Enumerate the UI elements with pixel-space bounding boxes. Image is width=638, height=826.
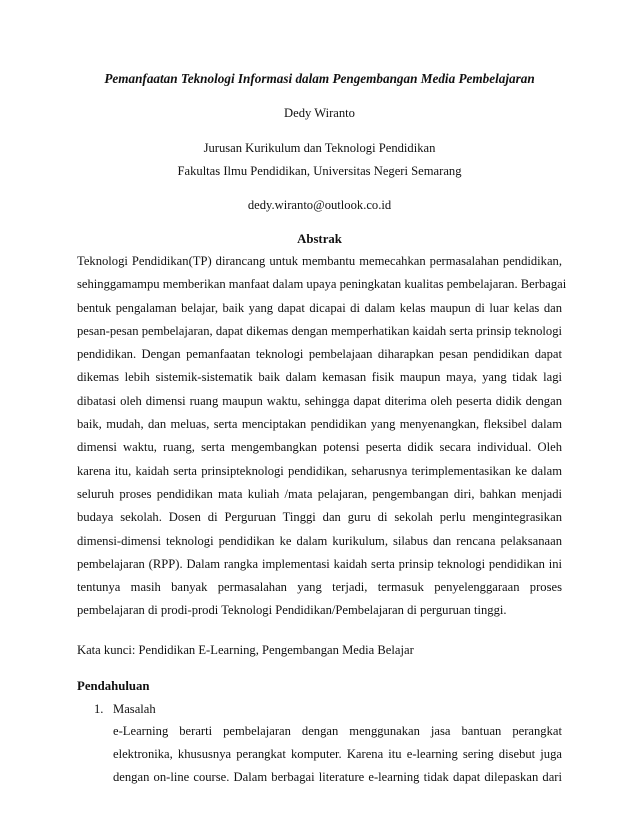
author-faculty: Fakultas Ilmu Pendidikan, Universitas Negeri Semarang bbox=[177, 164, 462, 178]
abstract-line: bentuk pengalaman belajar, baik yang dapat dicapai di dalam kelas maupun di luar kelas dan bbox=[77, 300, 562, 315]
abstract-line: dimensi-dimensi teknologi pendidikan ke dalam kurikulum, silabus dan rencana pelaksanaan bbox=[77, 533, 562, 548]
abstract-line: sehinggamampu memberikan manfaat dalam upaya peningkatan kualitas pembelajaran. Berbagai bbox=[77, 277, 567, 292]
abstract-line: pesan-pesan pembelajaran, dapat dikemas dengan memperhatikan kaidah serta prinsip teknologi bbox=[77, 323, 562, 338]
abstract-line: seluruh proses pendidikan mata kuliah /mata pelajaran, pengembangan diri, bahkan menjadi bbox=[77, 486, 562, 501]
body-line: dengan on-line course. Dalam berbagai literature e-learning tidak dapat dilepaskan dari bbox=[113, 770, 562, 785]
subsection-title: Masalah bbox=[113, 701, 156, 716]
body-line: e-Learning berarti pembelajaran dengan menggunakan jasa bantuan perangkat bbox=[113, 723, 562, 738]
abstract-line: tentunya masih banyak permasalahan yang terjadi, termasuk penyelenggaraan proses bbox=[77, 580, 562, 595]
abstract-line: dikemas lebih sistemik-sistematik baik dalam kemasan fisik maupun maya, yang tidak lagi bbox=[77, 370, 562, 385]
abstract-line: pembelajaran (RPP). Dalam rangka implementasi kaidah serta prinsip teknologi pendidikan ini bbox=[77, 556, 562, 571]
author-name: Dedy Wiranto bbox=[284, 106, 355, 120]
abstract-heading: Abstrak bbox=[297, 232, 342, 246]
abstract-line: dibatasi oleh dimensi ruang maupun waktu, sehingga dapat diterima oleh peserta didik dengan bbox=[77, 393, 562, 408]
section-heading-introduction: Pendahuluan bbox=[77, 678, 150, 693]
abstract-line: pembelajaran di prodi-prodi Teknologi Pendidikan/Pembelajaran di perguruan tinggi. bbox=[77, 603, 507, 618]
body-line: elektronika, khususnya perangkat komputer. Karena itu e-learning sering disebut juga bbox=[113, 747, 562, 762]
author-email: dedy.wiranto@outlook.co.id bbox=[247, 198, 392, 212]
paper-title: Pemanfaatan Teknologi Informasi dalam Pengembangan Media Pembelajaran bbox=[104, 71, 535, 86]
abstract-line: Teknologi Pendidikan(TP) dirancang untuk membantu memecahkan permasalahan pendidikan, bbox=[77, 254, 562, 268]
abstract-line: dimensi waktu, ruang, serta mengembangkan potensi peserta didik secara individual. Oleh bbox=[77, 440, 562, 455]
abstract-body bbox=[77, 250, 567, 623]
abstract-line: baik, mudah, dan meluas, serta menciptakan pendidikan yang menyenangkan, fleksibel dalam bbox=[77, 417, 562, 432]
subsection-heading bbox=[77, 700, 562, 718]
keywords: Kata kunci: Pendidikan E-Learning, Pengembangan Media Belajar bbox=[77, 642, 414, 657]
abstract-line: pendidikan. Dengan pemanfaatan teknologi pembelajaan diharapkan pesan pendidikan dapat bbox=[77, 347, 562, 362]
author-department: Jurusan Kurikulum dan Teknologi Pendidikan bbox=[203, 141, 436, 155]
subsection-number: 1. bbox=[94, 701, 104, 716]
introduction-body bbox=[77, 720, 562, 790]
abstract-line: karena itu, kaidah serta prinsipteknologi pendidikan, seharusnya terimplementasikan ke dalam bbox=[77, 463, 562, 478]
abstract-line: budaya sekolah. Dosen di Perguruan Tinggi dan guru di sekolah perlu mengintegrasikan bbox=[77, 510, 562, 525]
